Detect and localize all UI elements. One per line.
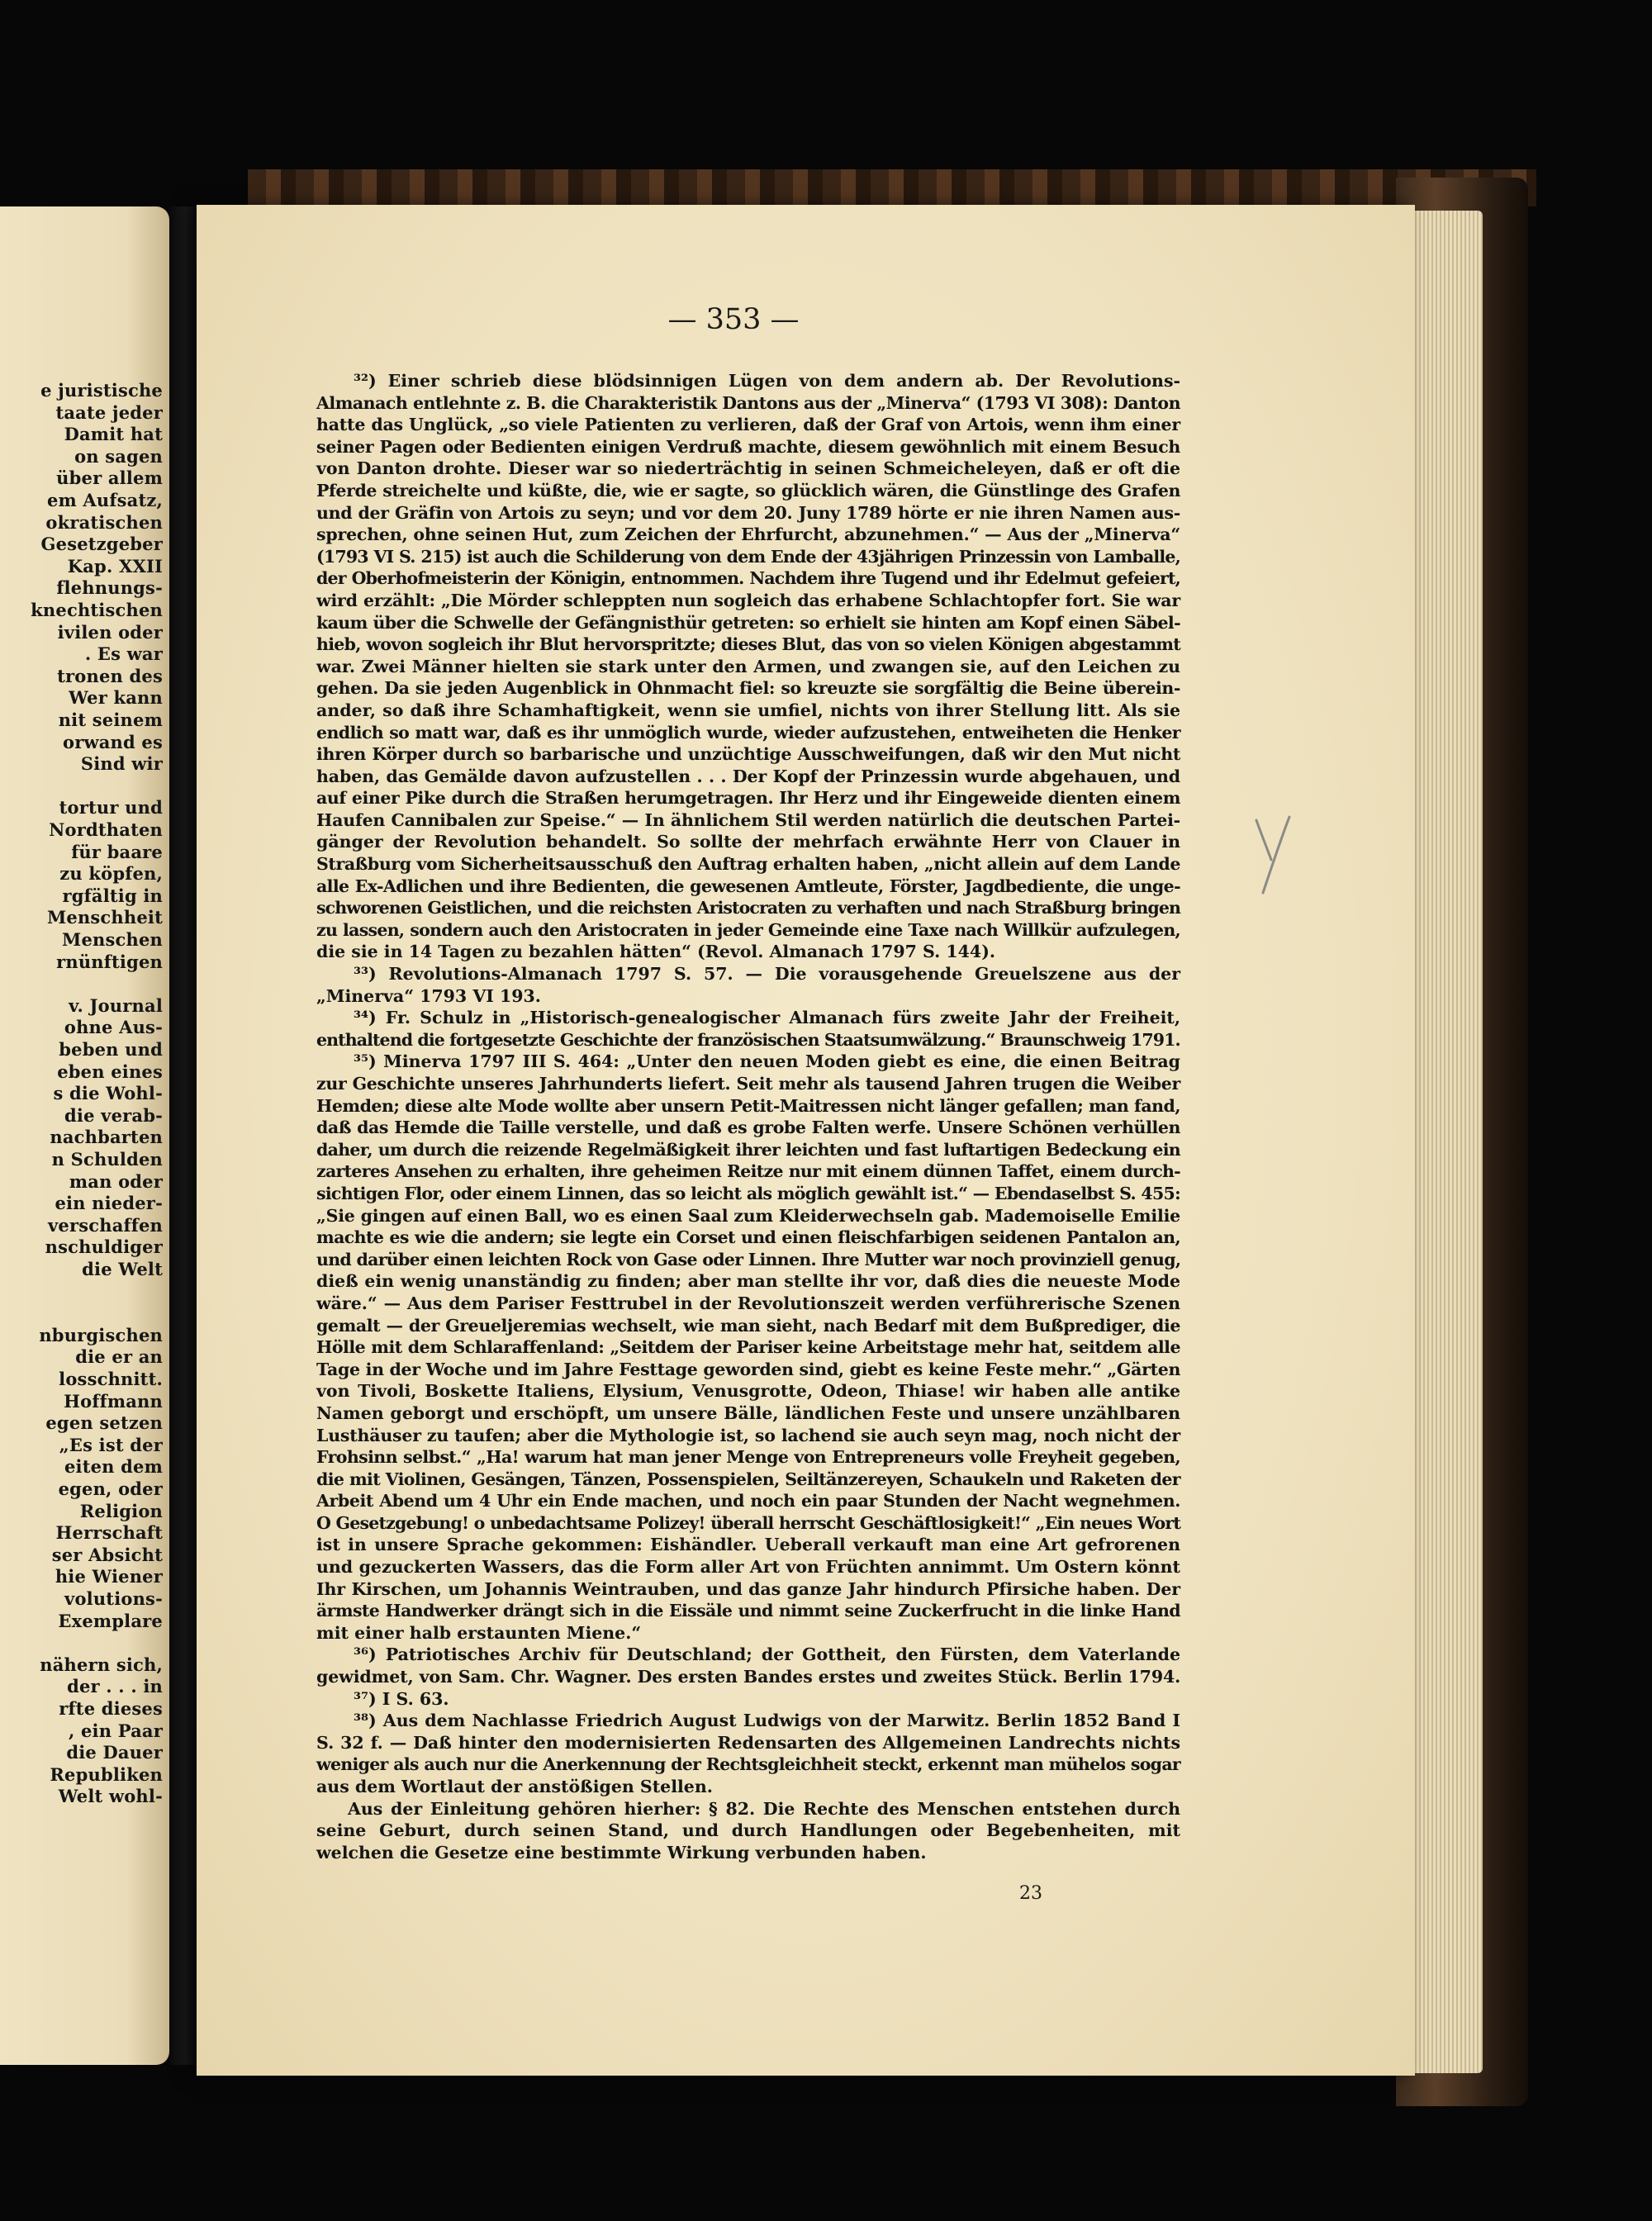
left-page-line: egen setzen bbox=[45, 1412, 163, 1434]
text-line: wäre.“ — Aus dem Pariser Festtrubel in der Revolutionszeit werden verführerische Szenen bbox=[316, 1293, 1180, 1313]
text-line: von Danton drohte. Dieser war so niederträchtig in seinen Schmeicheleyen, daß er oft die bbox=[316, 458, 1180, 479]
text-line: machte es wie die andern; sie legte ein Corset und einen fleischfarbigen seidenen Pantalon an, bbox=[316, 1227, 1180, 1248]
text-line: dieß ein wenig unanständig zu finden; aber man stellte ihr vor, daß dies die neueste Mode bbox=[316, 1271, 1180, 1292]
text-line: Pferde streichelte und küßte, die, wie er sagte, so glücklich wären, die Günstlinge des Grafen bbox=[316, 480, 1180, 501]
text-line: Tage in der Woche und im Jahre Festtage geworden sind, giebt es keine Feste mehr.“ „Gärten bbox=[316, 1359, 1181, 1379]
left-page-line: die Dauer bbox=[66, 1742, 163, 1763]
left-page-line: . Es war bbox=[84, 643, 163, 665]
left-page-line: e juristische bbox=[40, 380, 163, 401]
left-page-line: nachbarten bbox=[50, 1127, 163, 1148]
left-page-line: Kap. XXII bbox=[67, 555, 163, 577]
text-line: sprechen, ohne seinen Hut, zum Zeichen der Ehrfurcht, abzunehmen.“ — Aus der „Minerva“ bbox=[316, 524, 1180, 545]
left-page-line: v. Journal bbox=[69, 994, 163, 1016]
page-stack-edge bbox=[1404, 211, 1483, 2073]
left-page-line: ser Absicht bbox=[51, 1544, 163, 1565]
left-page-line: taate jeder bbox=[55, 401, 163, 423]
text-line: sichtigen Flor, oder einem Linnen, das so leicht als möglich gewählt ist.“ — Ebendaselbst S. 455: bbox=[316, 1183, 1180, 1203]
left-page-line: flehnungs- bbox=[56, 577, 163, 599]
text-line: seiner Pagen oder Bedienten einigen Verdruß machte, diesem gewöhnlich mit einem Besuch bbox=[316, 436, 1180, 457]
text-line: hatte das Unglück, „so viele Patienten zu verlieren, daß der Graf von Artois, wenn ihm einer bbox=[316, 415, 1180, 435]
left-page-line: volutions- bbox=[64, 1588, 163, 1609]
text-line: Straßburg vom Sicherheitsausschuß den Auftrag erhalten haben, „nicht allein auf dem Lande bbox=[316, 854, 1180, 875]
binding-edge bbox=[248, 169, 1536, 206]
left-page-line: Religion bbox=[79, 1500, 163, 1521]
text-line: zu lassen, sondern auch den Aristocraten in jeder Gemeinde eine Taxe nach Willkür aufzulegen, bbox=[316, 919, 1180, 940]
left-page-line: , ein Paar bbox=[68, 1720, 163, 1741]
left-page-line: orwand es bbox=[62, 731, 163, 752]
left-page-line: tortur und bbox=[59, 797, 163, 819]
text-line: gänger der Revolution behandelt. So sollte der mehrfach erwähnte Herr von Clauer in bbox=[316, 832, 1180, 852]
footnote-text bbox=[316, 370, 1180, 1863]
text-line: Namen geborgt und erschöpft, um unsere Bälle, ländlichen Feste und unsere unzählbaren bbox=[316, 1402, 1180, 1423]
text-line: enthaltend die fortgesetzte Geschichte der französischen Staatsumwälzung.“ Braunschweig 1791. bbox=[316, 1029, 1180, 1050]
text-line: weniger als auch nur die Anerkennung der Rechtsgleichheit steckt, erkennt man mühelos sogar bbox=[316, 1754, 1180, 1775]
text-line: ³³) Revolutions-Almanach 1797 S. 57. — Die vorausgehende Greuelszene aus der bbox=[354, 964, 1180, 985]
left-page-line: der . . . in bbox=[67, 1676, 163, 1697]
text-line: gewidmet, von Sam. Chr. Wagner. Des ersten Bandes erstes und zweites Stück. Berlin 1794. bbox=[316, 1667, 1181, 1687]
text-line: Ihr Kirschen, um Johannis Weintrauben, und das ganze Jahr hindurch Pfirsiche haben. Der bbox=[316, 1578, 1180, 1599]
text-line: daher, um durch die reizende Regelmäßigkeit ihrer leichten und fast luftartigen Bedeckung ein bbox=[316, 1139, 1180, 1160]
text-line: endlich so matt war, daß es ihr unmöglich wurde, wieder aufzustehen, entweiheten die Henker bbox=[316, 722, 1180, 743]
text-line: war. Zwei Männer hielten sie stark unter den Armen, und zwangen sie, auf den Leichen zu bbox=[316, 656, 1180, 676]
left-page-line: man oder bbox=[69, 1170, 163, 1192]
text-line: S. 32 f. — Daß hinter den modernisierten Redensarten des Allgemeinen Landrechts nichts bbox=[316, 1732, 1180, 1753]
text-line: und der Gräfin von Artois zu seyn; und vor dem 20. Juny 1789 hörte er nie ihren Namen aus- bbox=[316, 502, 1180, 523]
text-line: auf einer Pike durch die Straßen herumgetragen. Ihr Herz und ihr Eingeweide dienten einem bbox=[316, 788, 1180, 809]
text-line: aus dem Wortlaut der anstößigen Stellen. bbox=[316, 1777, 713, 1796]
text-line: ander, so daß ihre Schamhaftigkeit, wenn sie umfiel, nichts von ihrer Stellung litt. Als sie bbox=[316, 700, 1180, 720]
left-page-line: rfte dieses bbox=[59, 1698, 163, 1719]
text-line: ist in unsere Sprache gekommen: Eishändler. Ueberall verkauft man eine Art gefrorenen bbox=[316, 1535, 1180, 1555]
left-page-line: em Aufsatz, bbox=[46, 490, 163, 510]
text-line: die sie in 14 Tagen zu bezahlen hätten“ (Revol. Almanach 1797 S. 144). bbox=[316, 942, 996, 962]
text-line: wird erzählt: „Die Mörder schleppten nun sogleich das erhabene Schlachtopfer fort. Sie war bbox=[316, 590, 1180, 610]
left-page-line: Gesetzgeber bbox=[40, 534, 163, 555]
text-line: der Oberhofmeisterin der Königin, entnommen. Nachdem ihre Tugend und ihr Edelmut gefeiert, bbox=[316, 568, 1180, 589]
left-page-line: rnünftigen bbox=[56, 951, 163, 972]
text-line: Frohsinn selbst.“ „Ha! warum hat man jener Menge von Entrepreneurs volle Freyheit gegeben, bbox=[316, 1447, 1180, 1468]
left-page-line: zu köpfen, bbox=[59, 863, 163, 885]
left-page-line: Herrschaft bbox=[55, 1522, 163, 1544]
left-page-line: nburgischen bbox=[39, 1324, 163, 1345]
text-line: Almanach entlehnte z. B. die Charakteristik Dantons aus der „Minerva“ (1793 VI 308): Danton bbox=[316, 392, 1180, 413]
left-page-line: Nordthaten bbox=[49, 819, 163, 840]
left-page-line: rgfältig in bbox=[62, 885, 163, 906]
text-line: schworenen Geistlichen, und die reichsten Aristocraten zu verhaften und nach Straßburg bringen bbox=[316, 898, 1180, 918]
text-line: daß das Hemde die Taille verstelle, und daß es grobe Falten werfe. Unsere Schönen verhüllen bbox=[316, 1118, 1180, 1138]
left-page-line: hie Wiener bbox=[55, 1566, 163, 1587]
left-page-line: losschnitt. bbox=[59, 1369, 163, 1389]
text-line: (1793 VI S. 215) ist auch die Schilderung von dem Ende der 43jährigen Prinzessin von Lamballe, bbox=[316, 546, 1180, 567]
left-page-line: Exemplare bbox=[58, 1610, 163, 1631]
left-page-line: nit seinem bbox=[58, 709, 163, 730]
left-page-line: ivilen oder bbox=[57, 621, 163, 643]
left-page-line: eiten dem bbox=[64, 1456, 163, 1478]
text-line: welchen die Gesetze eine bestimmte Wirkung verbunden haben. bbox=[316, 1842, 927, 1863]
text-line: ärmste Handwerker drängt sich in die Eissäle und nimmt seine Zuckerfrucht in die linke Hand bbox=[316, 1601, 1180, 1621]
left-page-line: Wer kann bbox=[69, 687, 163, 709]
text-line: zarteres Ansehen zu erhalten, ihre geheimen Reitze nur mit einem dünnen Taffet, einem durch- bbox=[316, 1161, 1180, 1182]
left-page-line: über allem bbox=[56, 467, 163, 489]
text-line: und darüber einen leichten Rock von Gase oder Linnen. Ihre Mutter war noch provinziell genug, bbox=[316, 1249, 1181, 1269]
left-page-line: die Welt bbox=[82, 1259, 163, 1279]
text-line: Hemden; diese alte Mode wollte aber unsern Petit-Maitressen nicht länger gefallen; man fand, bbox=[316, 1095, 1180, 1116]
text-line: kaum über die Schwelle der Gefängnisthür getreten: so erhielt sie hinten am Kopf einen Säbel- bbox=[316, 612, 1180, 633]
page-number: — 353 — bbox=[667, 303, 800, 336]
left-page-line: Damit hat bbox=[64, 424, 163, 445]
text-line: ³⁸) Aus dem Nachlasse Friedrich August Ludwigs von der Marwitz. Berlin 1852 Band I bbox=[354, 1711, 1180, 1731]
text-line: zur Geschichte unseres Jahrhunderts liefert. Seit mehr als tausend Jahren trugen die Weiber bbox=[316, 1074, 1180, 1094]
left-page-line: „Es ist der bbox=[59, 1434, 163, 1455]
left-page-line: beben und bbox=[59, 1039, 163, 1060]
left-page-line: nschuldiger bbox=[45, 1236, 163, 1258]
text-line: „Minerva“ 1793 VI 193. bbox=[316, 985, 541, 1006]
text-line: gemalt — der Greueljeremias wechselt, wie man sieht, nach Bedarf mit dem Bußprediger, die bbox=[316, 1315, 1180, 1336]
text-line: alle Ex-Adlichen und ihre Bedienten, die gewesenen Amtleute, Förster, Jagdbediente, die unge- bbox=[316, 876, 1180, 896]
left-page-line: ein nieder- bbox=[55, 1193, 163, 1214]
text-line: von Tivoli, Boskette Italiens, Elysium, Venusgrotte, Odeon, Thiase! wir haben alle antike bbox=[316, 1381, 1180, 1402]
left-page-line: eben eines bbox=[57, 1061, 163, 1082]
left-page-line: egen, oder bbox=[58, 1478, 163, 1499]
signature-number: 23 bbox=[1019, 1883, 1042, 1904]
left-page-line: Menschheit bbox=[46, 907, 163, 928]
pencil-mark-icon bbox=[1251, 814, 1297, 896]
text-line: die mit Violinen, Gesängen, Tänzen, Possenspielen, Seiltänzereyen, Schaukeln und Raketen der bbox=[316, 1469, 1180, 1489]
text-line: und gezuckerten Wassers, das die Form aller Art von Früchten annimmt. Um Ostern könnt bbox=[316, 1557, 1180, 1578]
left-page-line: ohne Aus- bbox=[64, 1017, 163, 1038]
text-line: Hölle mit dem Schlaraffenland: „Seitdem der Pariser keine Arbeitstage mehr hat, seitdem alle bbox=[316, 1337, 1180, 1358]
facing-left-page bbox=[0, 206, 169, 2065]
text-line: mit einer halb erstaunten Miene.“ bbox=[316, 1622, 642, 1643]
left-page-line: Hoffmann bbox=[64, 1390, 163, 1412]
left-page-line: Sind wir bbox=[80, 753, 163, 775]
left-page-line: für baare bbox=[71, 841, 163, 862]
left-page-line: die er an bbox=[75, 1346, 163, 1368]
left-page-line: Republiken bbox=[50, 1763, 163, 1785]
text-line: ³²) Einer schrieb diese blödsinnigen Lügen von dem andern ab. Der Revolutions- bbox=[354, 371, 1180, 391]
text-line: O Gesetzgebung! o unbedachtsame Polizey! überall herrscht Geschäftlosigkeit!“ „Ein neues Wort bbox=[316, 1512, 1180, 1533]
text-line: gehen. Da sie jeden Augenblick in Ohnmacht fiel: so kreuzte sie sorgfältig die Beine überein- bbox=[316, 678, 1180, 699]
text-line: ³⁶) Patriotisches Archiv für Deutschland; der Gottheit, den Fürsten, dem Vaterlande bbox=[354, 1644, 1180, 1665]
text-line: Lusthäuser zu taufen; aber die Mythologie ist, so lachend sie auch seyn mag, noch nicht der bbox=[316, 1425, 1180, 1445]
left-page-line: okratischen bbox=[45, 511, 163, 533]
text-line: hieb, wovon sogleich ihr Blut hervorspritzte; dieses Blut, das von so vielen Königen abgestammt bbox=[316, 634, 1180, 655]
left-page-line: knechtischen bbox=[31, 600, 163, 620]
text-line: ³⁷) I S. 63. bbox=[354, 1688, 449, 1709]
text-line: Aus der Einleitung gehören hierher: § 82. Die Rechte des Menschen entstehen durch bbox=[348, 1798, 1180, 1819]
left-page-line: Menschen bbox=[62, 929, 163, 950]
left-page-line: verschaffen bbox=[47, 1214, 163, 1236]
text-line: ihren Körper durch so barbarische und unzüchtige Ausschweifungen, daß wir den Mut nicht bbox=[316, 744, 1180, 765]
left-page-line: die verab- bbox=[64, 1104, 163, 1126]
text-line: ³⁴) Fr. Schulz in „Historisch-genealogischer Almanach fürs zweite Jahr der Freiheit, bbox=[354, 1008, 1180, 1028]
left-page-line: n Schulden bbox=[51, 1149, 163, 1170]
left-page-line: Welt wohl- bbox=[58, 1786, 163, 1807]
text-line: Haufen Cannibalen zur Speise.“ — In ähnlichem Stil werden natürlich die deutschen Partei- bbox=[316, 809, 1180, 830]
left-page-line: tronen des bbox=[57, 665, 163, 686]
left-page-line: on sagen bbox=[74, 445, 163, 467]
text-line: ³⁵) Minerva 1797 III S. 464: „Unter den neuen Moden giebt es eine, die einen Beitrag bbox=[354, 1051, 1180, 1072]
left-page-line: nähern sich, bbox=[40, 1654, 163, 1675]
text-line: „Sie gingen auf einen Ball, wo es einen Saal zum Kleiderwechseln gab. Mademoiselle Emilie bbox=[316, 1205, 1180, 1226]
text-line: seine Geburt, durch seinen Stand, und durch Handlungen oder Begebenheiten, mit bbox=[316, 1820, 1180, 1841]
text-line: haben, das Gemälde davon aufzustellen . . . Der Kopf der Prinzessin wurde abgehauen, und bbox=[316, 766, 1180, 786]
text-line: Arbeit Abend um 4 Uhr ein Ende machen, und noch ein paar Stunden der Nacht wegnehmen. bbox=[316, 1491, 1180, 1512]
left-page-line: s die Wohl- bbox=[53, 1083, 163, 1104]
